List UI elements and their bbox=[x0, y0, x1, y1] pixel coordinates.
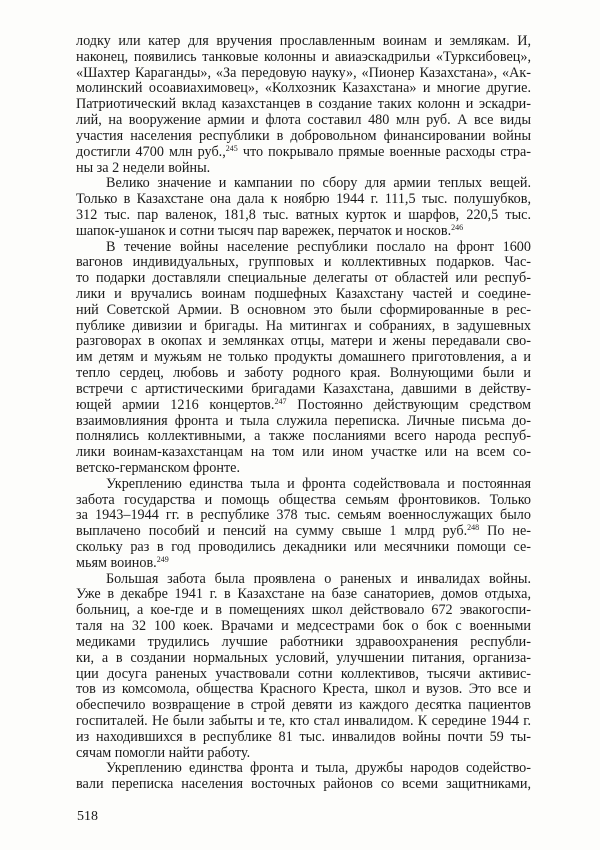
text-segment: ний Советской Армии. В основном это были сформированные в рес- bbox=[76, 301, 531, 318]
text-segment: публике дивизии и бригады. На митингах и собраниях, в задушевных bbox=[76, 317, 531, 334]
text-segment: полнялись коллективными, а также посланиями всего народа респуб- bbox=[76, 428, 531, 445]
text-line bbox=[76, 414, 531, 430]
text-line bbox=[76, 255, 531, 271]
page-body-text bbox=[76, 34, 531, 793]
text-segment: из находившихся в республике 81 тыс. инвалидов войны почти 59 ты- bbox=[76, 728, 531, 745]
text-line bbox=[76, 477, 531, 493]
text-line bbox=[76, 714, 531, 730]
text-segment: Велико значение и кампании по сбору для армии теплых вещей. bbox=[106, 175, 531, 192]
text-line bbox=[76, 698, 531, 714]
text-line bbox=[76, 113, 531, 129]
text-segment: таля на 32 100 коек. Врачами и медсестрами бок о бок с военными bbox=[76, 618, 531, 635]
footnote-reference: 247 bbox=[274, 396, 287, 406]
text-line bbox=[76, 145, 531, 161]
text-segment: Постоянно действующим средством bbox=[286, 396, 531, 413]
text-segment: наконец, появились танковые колонны и авиаэскадрильи «Турксибовец», bbox=[76, 48, 531, 65]
text-segment: Укреплению единства тыла и фронта содействовала и постоянная bbox=[106, 475, 531, 492]
text-line bbox=[76, 603, 531, 619]
text-segment: тепло сердец, любовь и заботу родного края. Волнующими были и bbox=[76, 365, 531, 382]
footnote-reference: 248 bbox=[467, 523, 480, 533]
text-segment: больниц, а кое-где и в помещениях школ действовало 672 эвакогоспи- bbox=[76, 602, 531, 619]
text-segment: молинский осоавиахимовец», «Колхозник Казахстана» и многие другие. bbox=[76, 80, 531, 97]
text-segment: обеспечило возвращение в строй девяти из каждого десятка пациентов bbox=[76, 697, 531, 714]
text-segment: Уже в декабре 1941 г. в Казахстане на базе санаториев, домов отдыха, bbox=[76, 586, 531, 603]
text-line bbox=[76, 176, 531, 192]
text-segment: Укреплению единства фронта и тыла, дружбы народов содейство- bbox=[106, 760, 531, 777]
footnote-reference: 246 bbox=[451, 222, 464, 232]
text-segment: сячам помогли найти работу. bbox=[76, 744, 251, 761]
text-segment: ции досуга раненых участвовали сотни коллективов, тысячи активис- bbox=[76, 665, 531, 682]
text-line bbox=[76, 319, 531, 335]
text-segment: участия населения республики в добровольном финансировании войны bbox=[76, 127, 531, 144]
text-segment: «Шахтер Караганды», «За передовую науку», «Пионер Казахстана», «Ак- bbox=[76, 64, 531, 81]
text-line bbox=[76, 682, 531, 698]
text-segment: В течение войны население республики послало на фронт 1600 bbox=[106, 238, 531, 255]
text-line bbox=[76, 66, 531, 82]
text-line bbox=[76, 208, 531, 224]
text-line bbox=[76, 192, 531, 208]
text-segment: мьям воинов. bbox=[76, 554, 157, 571]
text-segment: лики воинам-казахстанцам на том или ином участке или на всем со- bbox=[76, 444, 531, 461]
text-line bbox=[76, 81, 531, 97]
text-line bbox=[76, 303, 531, 319]
text-segment: выплачено пособий и пенсий на сумму свыше 1 млрд руб. bbox=[76, 523, 468, 540]
text-line bbox=[76, 556, 531, 572]
text-segment: забота государства и помощь общества семьям фронтовиков. Только bbox=[76, 491, 531, 508]
text-line bbox=[76, 287, 531, 303]
text-line bbox=[76, 161, 531, 177]
text-segment: Патриотический вклад казахстанцев в создание таких колонн и эскадри- bbox=[76, 96, 531, 113]
text-line bbox=[76, 508, 531, 524]
text-line bbox=[76, 271, 531, 287]
text-line bbox=[76, 587, 531, 603]
text-line bbox=[76, 493, 531, 509]
text-segment: скольку раз в год проводились декадники или месячники помощи се- bbox=[76, 539, 531, 555]
text-line bbox=[76, 651, 531, 667]
text-line bbox=[76, 445, 531, 461]
text-segment: вали переписка населения восточных районов со всеми защитниками, bbox=[76, 776, 531, 793]
text-line bbox=[76, 97, 531, 113]
text-segment: достигли 4700 млн руб., bbox=[76, 143, 226, 160]
text-segment: тов из комсомола, общества Красного Креста, школ и вузов. Это все и bbox=[76, 681, 531, 698]
text-segment: лики и вручались воинам подшефных Казахстану частей и соедине- bbox=[76, 286, 531, 302]
text-line bbox=[76, 34, 531, 50]
text-line bbox=[76, 334, 531, 350]
text-segment: лодку или катер для вручения прославленным воинам и землякам. И, bbox=[76, 33, 531, 49]
text-line bbox=[76, 572, 531, 588]
text-line bbox=[76, 50, 531, 66]
text-segment: медиками трудились лучшие работники здравоохранения республи- bbox=[76, 633, 531, 650]
text-segment: лий, на вооружение армии и флота составил 480 млн руб. А все виды bbox=[76, 112, 531, 129]
text-segment: шапок-ушанок и сотни тысяч пар варежек, перчаток и носков. bbox=[76, 222, 452, 239]
text-segment: то подарки доставляли специальные делегаты от областей или респуб- bbox=[76, 270, 531, 287]
text-line bbox=[76, 240, 531, 256]
text-segment: ки, а в создании нормальных условий, улучшении питания, организа- bbox=[76, 649, 531, 666]
text-segment: ны за 2 недели войны. bbox=[76, 159, 211, 176]
text-line bbox=[76, 382, 531, 398]
text-segment: взаимовлияния фронта и тыла служила переписка. Личные письма до- bbox=[76, 412, 531, 429]
text-line bbox=[76, 461, 531, 477]
text-segment: встречи с артистическими бригадами Казахстана, давшими в действу- bbox=[76, 380, 531, 397]
text-line bbox=[76, 524, 531, 540]
text-line bbox=[76, 398, 531, 414]
text-segment: 312 тыс. пар валенок, 181,8 тыс. ватных курток и шарфов, 220,5 тыс. bbox=[76, 206, 531, 223]
text-line bbox=[76, 540, 531, 556]
text-line bbox=[76, 761, 531, 777]
footnote-reference: 245 bbox=[225, 143, 238, 153]
text-segment: вагонов индивидуальных, групповых и коллективных подарков. Час- bbox=[76, 254, 531, 271]
page-number: 518 bbox=[77, 809, 98, 824]
footnote-reference: 249 bbox=[156, 554, 169, 564]
text-segment: Только в Казахстане она дала к ноябрю 1944 г. 111,5 тыс. полушубков, bbox=[76, 191, 531, 208]
text-line bbox=[76, 730, 531, 746]
text-line bbox=[76, 350, 531, 366]
text-line bbox=[76, 667, 531, 683]
text-segment: разговорах в окопах и землянках отцы, матери и жены передавали сво- bbox=[76, 333, 531, 350]
text-segment: ющей армии 1216 концертов. bbox=[76, 396, 275, 413]
text-line bbox=[76, 429, 531, 445]
text-line bbox=[76, 619, 531, 635]
text-segment: госпиталей. Не были забыты и те, кто стал инвалидом. К середине 1944 г. bbox=[76, 712, 531, 729]
text-line bbox=[76, 635, 531, 651]
text-line bbox=[76, 746, 531, 762]
text-line bbox=[76, 129, 531, 145]
text-segment: за 1943–1944 гг. в республике 378 тыс. семьям военнослужащих было bbox=[76, 507, 531, 524]
text-segment: что покрывало прямые военные расходы стра- bbox=[237, 143, 531, 160]
text-segment: По не- bbox=[479, 523, 531, 540]
text-line bbox=[76, 777, 531, 793]
text-segment: Большая забота была проявлена о раненых и инвалидах войны. bbox=[106, 570, 531, 587]
text-line bbox=[76, 366, 531, 382]
text-line bbox=[76, 224, 531, 240]
text-segment: ветско-германском фронте. bbox=[76, 459, 240, 476]
text-segment: им детям и мужьям не только продукты домашнего приготовления, а и bbox=[76, 349, 531, 366]
